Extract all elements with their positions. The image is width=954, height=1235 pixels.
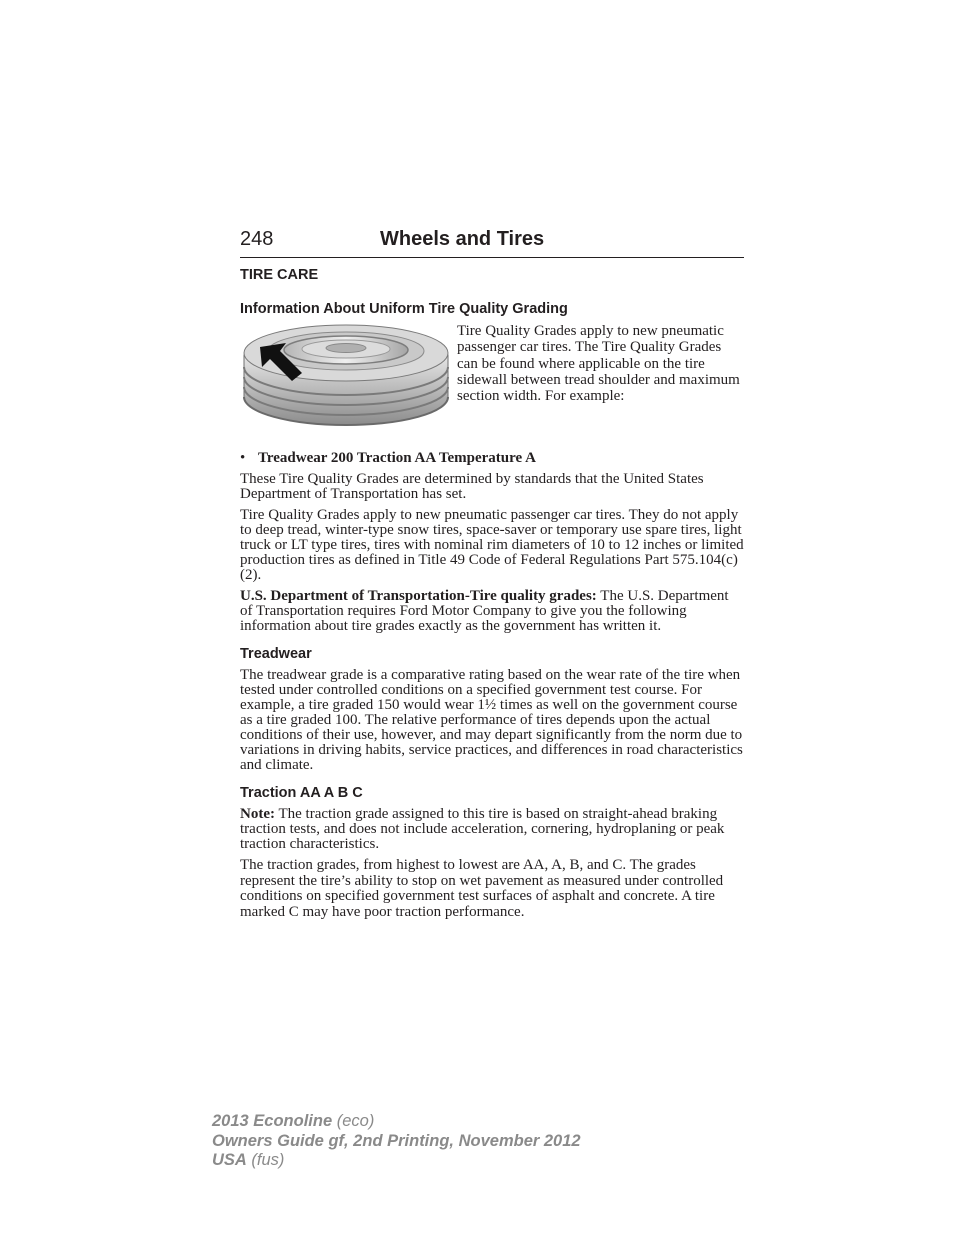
grade-example-bullet xyxy=(240,450,744,466)
footer-line-2 xyxy=(212,1132,581,1152)
footer-model-code: (eco) xyxy=(332,1112,375,1130)
intro-block xyxy=(240,323,744,435)
intro-text: Tire Quality Grades apply to new pneumatic passenger car tires. The Tire Quality Grades can be found where applicable on the tire sidewall between tread shoulder and maximum section width. For example: xyxy=(457,323,740,405)
page-footer xyxy=(212,1112,581,1171)
footer-line-1 xyxy=(212,1112,581,1132)
bullet-dot-icon: • xyxy=(240,450,246,466)
footer-printing: Owners Guide gf, 2nd Printing, November 2012 xyxy=(212,1131,581,1150)
traction-paragraph: The traction grades, from highest to lowest are AA, A, B, and C. The grades represent the tire’s ability to stop on wet pavement as measured under controlled conditions on specified government test surfaces of asphalt and concrete. A tire marked C may have poor traction performance. xyxy=(240,857,724,920)
note-text: The traction grade assigned to this tire is based on straight-ahead braking traction tests, and does not include acceleration, cornering, hydroplaning or peak traction characteristics. xyxy=(240,806,725,852)
footer-market: USA xyxy=(212,1151,247,1169)
note-label: Note: xyxy=(240,806,275,822)
paragraph-applicability: Tire Quality Grades apply to new pneumatic passenger car tires. They do not apply to deep tread, winter-type snow tires, space-saver or temporary use spare tires, light truck or LT type tires, tires with nominal rim diameters of 10 to 12 inches or limited production tires as defined in Title 49 Code of Federal Regulations Part 575.104(c)(2). xyxy=(240,507,744,583)
paragraph-standards: These Tire Quality Grades are determined by standards that the United States Department of Transportation has set. xyxy=(240,471,704,502)
treadwear-heading: Treadwear xyxy=(240,646,312,662)
dot-grades-text: The U.S. Department of Transportation requires Ford Motor Company to give you the following information about tire grades exactly as the government has written it. xyxy=(240,588,729,634)
dot-grades-label: U.S. Department of Transportation-Tire quality grades: xyxy=(240,588,597,604)
page-number: 248 xyxy=(240,228,274,250)
footer-model: 2013 Econoline xyxy=(212,1112,333,1130)
paragraph-dot-grades xyxy=(240,589,744,634)
subsection-title: Information About Uniform Tire Quality Grading xyxy=(240,301,568,317)
footer-market-code: (fus) xyxy=(246,1151,285,1169)
treadwear-paragraph: The treadwear grade is a comparative rating based on the wear rate of the tire when tested under controlled conditions on a specified government test course. For example, a tire graded 150 would wear 1½ times as well on the government course as a tire graded 100. The relative performance of tires depends upon the actual conditions of their use, however, and may depart significantly from the norm due to variations in driving habits, service practices, and differences in road characteristics and climate. xyxy=(240,667,743,773)
footer-line-3 xyxy=(212,1151,581,1171)
chapter-title: Wheels and Tires xyxy=(380,228,545,250)
section-title: TIRE CARE xyxy=(240,267,319,283)
grade-example-text: Treadwear 200 Traction AA Temperature A xyxy=(258,450,536,466)
traction-note xyxy=(240,807,744,852)
page-header xyxy=(240,228,744,258)
traction-heading: Traction AA A B C xyxy=(240,785,363,801)
manual-page xyxy=(240,228,744,926)
tire-illustration-icon xyxy=(240,323,452,435)
